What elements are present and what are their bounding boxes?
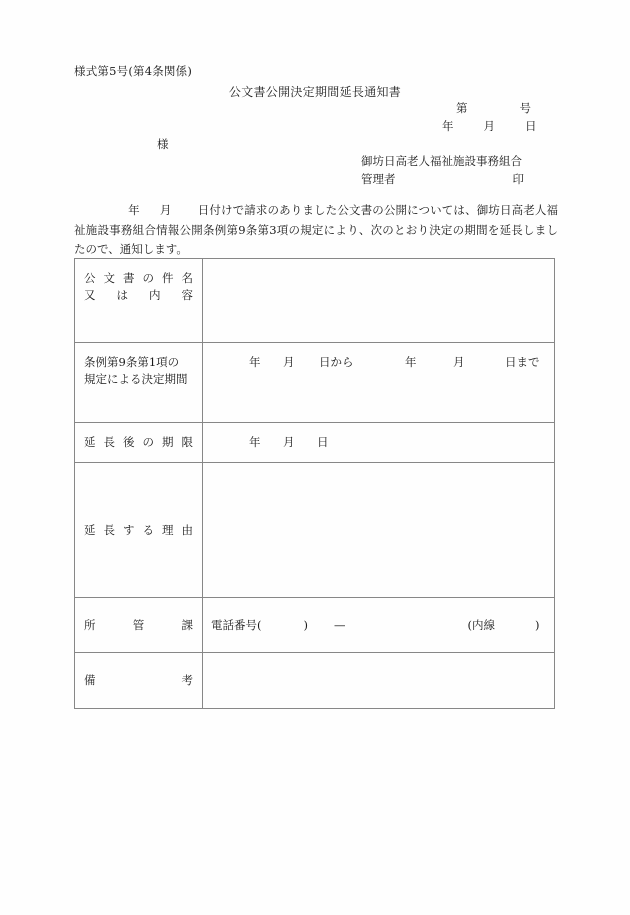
label-char: 所 <box>84 617 96 632</box>
table-row <box>75 598 555 653</box>
body-paragraph-part1: 日付けで請求のありました公文書の公開については、御坊日高老 <box>197 203 535 217</box>
reference-number-prefix: 第 <box>456 101 468 115</box>
label-char: る <box>142 522 154 537</box>
row-label-remarks <box>75 653 203 709</box>
period-from-day: 日から <box>319 355 354 369</box>
reference-block <box>430 99 560 135</box>
phone-dash: — <box>334 617 346 632</box>
table-row <box>75 463 555 598</box>
extension-label: (内線 <box>467 617 495 632</box>
period-to-year: 年 <box>405 355 417 369</box>
reference-number-line <box>430 99 560 117</box>
label-char: 又 <box>84 288 96 302</box>
issue-date-month: 月 <box>483 119 495 133</box>
body-paragraph-part2: 人福祉施設事務組合情報公開条例第9条第3項の規定により、次のとおり決定の期間を延長 <box>74 203 559 237</box>
issue-date-year: 年 <box>442 119 454 133</box>
label-line-1 <box>84 672 193 689</box>
label-char: 備 <box>84 673 96 687</box>
period-from-year: 年 <box>249 355 261 369</box>
label-line-1 <box>84 617 193 634</box>
label-char: 延 <box>84 522 96 537</box>
label-char: 公 <box>84 271 96 285</box>
issue-date-line <box>430 117 560 135</box>
row-label-responsible-section <box>75 598 203 653</box>
row-label-decision-period <box>75 343 203 423</box>
issuer-block <box>361 152 541 188</box>
label-char: 後 <box>123 435 135 449</box>
label-char: 名 <box>181 271 193 285</box>
seal-mark: 印 <box>512 172 524 186</box>
table-row <box>75 259 555 343</box>
row-label-document-subject <box>75 259 203 343</box>
decision-period-line <box>211 354 546 371</box>
label-char: 容 <box>181 288 193 302</box>
row-label-extended-deadline <box>75 423 203 463</box>
field-remarks[interactable] <box>203 653 555 709</box>
label-char: 考 <box>181 673 193 687</box>
label-line-2: 規定による決定期間 <box>84 372 188 386</box>
request-date-month: 月 <box>159 203 172 217</box>
deadline-year: 年 <box>249 435 261 449</box>
label-char: 件 <box>162 271 174 285</box>
label-char: 内 <box>149 288 161 302</box>
body-paragraph <box>74 201 558 260</box>
deadline-month: 月 <box>283 435 295 449</box>
field-responsible-section[interactable] <box>203 598 555 653</box>
label-char: 由 <box>181 522 193 537</box>
label-line-1 <box>84 270 193 287</box>
period-from-month: 月 <box>283 355 295 369</box>
field-extended-deadline[interactable] <box>203 423 555 463</box>
label-line-1 <box>84 522 193 539</box>
label-char: 管 <box>132 617 145 632</box>
label-char: 課 <box>181 617 193 632</box>
extension-paren-close: ) <box>535 617 540 632</box>
field-extension-reason[interactable] <box>203 463 555 598</box>
issuer-organization: 御坊日高老人福祉施設事務組合 <box>361 154 522 168</box>
deadline-day: 日 <box>317 435 329 449</box>
label-char: 延 <box>84 435 96 449</box>
label-char: 書 <box>123 271 135 285</box>
issue-date-day: 日 <box>525 119 537 133</box>
label-char: は <box>116 288 128 302</box>
label-line-1 <box>84 434 193 451</box>
period-to-day: 日まで <box>505 355 540 369</box>
form-code: 様式第5号(第4条関係) <box>74 64 193 78</box>
issuer-role: 管理者 <box>361 172 396 186</box>
label-line-2 <box>84 287 193 304</box>
request-date-year: 年 <box>128 203 140 217</box>
phone-paren-close: ) <box>303 617 308 632</box>
label-char: 期 <box>162 435 174 449</box>
table-row <box>75 653 555 709</box>
table-row <box>75 343 555 423</box>
period-to-month: 月 <box>453 355 465 369</box>
label-char: 長 <box>103 522 115 537</box>
field-decision-period[interactable] <box>203 343 555 423</box>
label-char: 理 <box>162 522 174 537</box>
issuer-role-line <box>361 170 524 188</box>
page-title: 公文書公開決定期間延長通知書 <box>228 85 402 99</box>
label-char: の <box>142 271 154 285</box>
field-document-subject[interactable] <box>203 259 555 343</box>
extended-deadline-line <box>211 434 546 451</box>
table-row <box>75 423 555 463</box>
label-char: す <box>123 522 135 537</box>
reference-number-suffix: 号 <box>519 101 531 115</box>
label-char: の <box>142 435 154 449</box>
row-label-extension-reason <box>75 463 203 598</box>
label-char: 文 <box>103 271 115 285</box>
notice-form-table <box>74 258 555 709</box>
label-line-1: 条例第9条第1項の <box>84 355 180 369</box>
body-paragraph-part3: しましたので、通知します。 <box>74 222 559 256</box>
label-char: 限 <box>181 435 193 449</box>
phone-number-line <box>211 617 546 634</box>
phone-label: 電話番号( <box>211 617 262 632</box>
addressee-honorific: 様 <box>157 137 169 151</box>
label-char: 長 <box>103 435 115 449</box>
